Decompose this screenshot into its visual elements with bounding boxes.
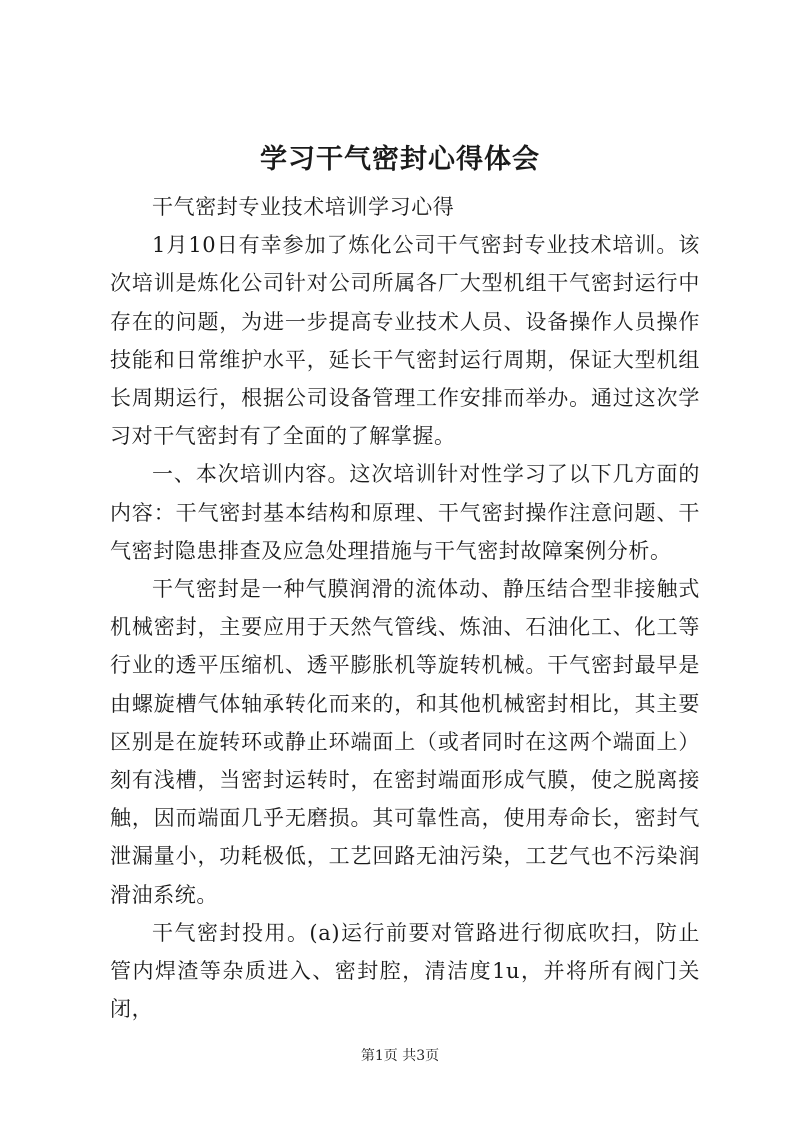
paragraph-training-content: 一、本次培训内容。这次培训针对性学习了以下几方面的内容：干气密封基本结构和原理、干气密封操作注意问题、干气密封隐患排查及应急处理措施与干气密封故障案例分析。 (110, 462, 700, 563)
paragraph-dry-gas-seal-description: 干气密封是一种气膜润滑的流体动、静压结合型非接触式机械密封，主要应用于天然气管线、炼油、石油化工、化工等行业的透平压缩机、透平膨胀机等旋转机械。干气密封最早是由螺旋槽气体轴承转化而来的，和其他机械密封相比，其主要区别是在旋转环或静止环端面上（或者同时在这两个端面上）刻有浅槽，当密封运转时，在密封端面形成气膜，使之脱离接触，因而端面几乎无磨损。其可靠性高，使用寿命长，密封气泄漏量小，功耗极低，工艺回路无油污染，工艺气也不污染润滑油系统。 (110, 577, 700, 907)
paragraph-intro: 1月10日有幸参加了炼化公司干气密封专业技术培训。该次培训是炼化公司针对公司所属各厂大型机组干气密封运行中存在的问题，为进一步提高专业技术人员、设备操作人员操作技能和日常维护水平，延长干气密封运行周期，保证大型机组长周期运行，根据公司设备管理工作安排而举办。通过这次学习对干气密封有了全面的了解掌握。 (110, 233, 700, 449)
paragraph-dry-gas-seal-commissioning: 干气密封投用。(a)运行前要对管路进行彻底吹扫，防止管内焊渣等杂质进入、密封腔，清洁度1u，并将所有阀门关闭， (110, 920, 700, 1022)
document-body (110, 188, 700, 1028)
document-title: 学习干气密封心得体会 (260, 144, 540, 175)
document-subtitle: 干气密封专业技术培训学习心得 (152, 195, 455, 219)
page-number-footer: 第1页 共3页 (360, 1048, 440, 1064)
